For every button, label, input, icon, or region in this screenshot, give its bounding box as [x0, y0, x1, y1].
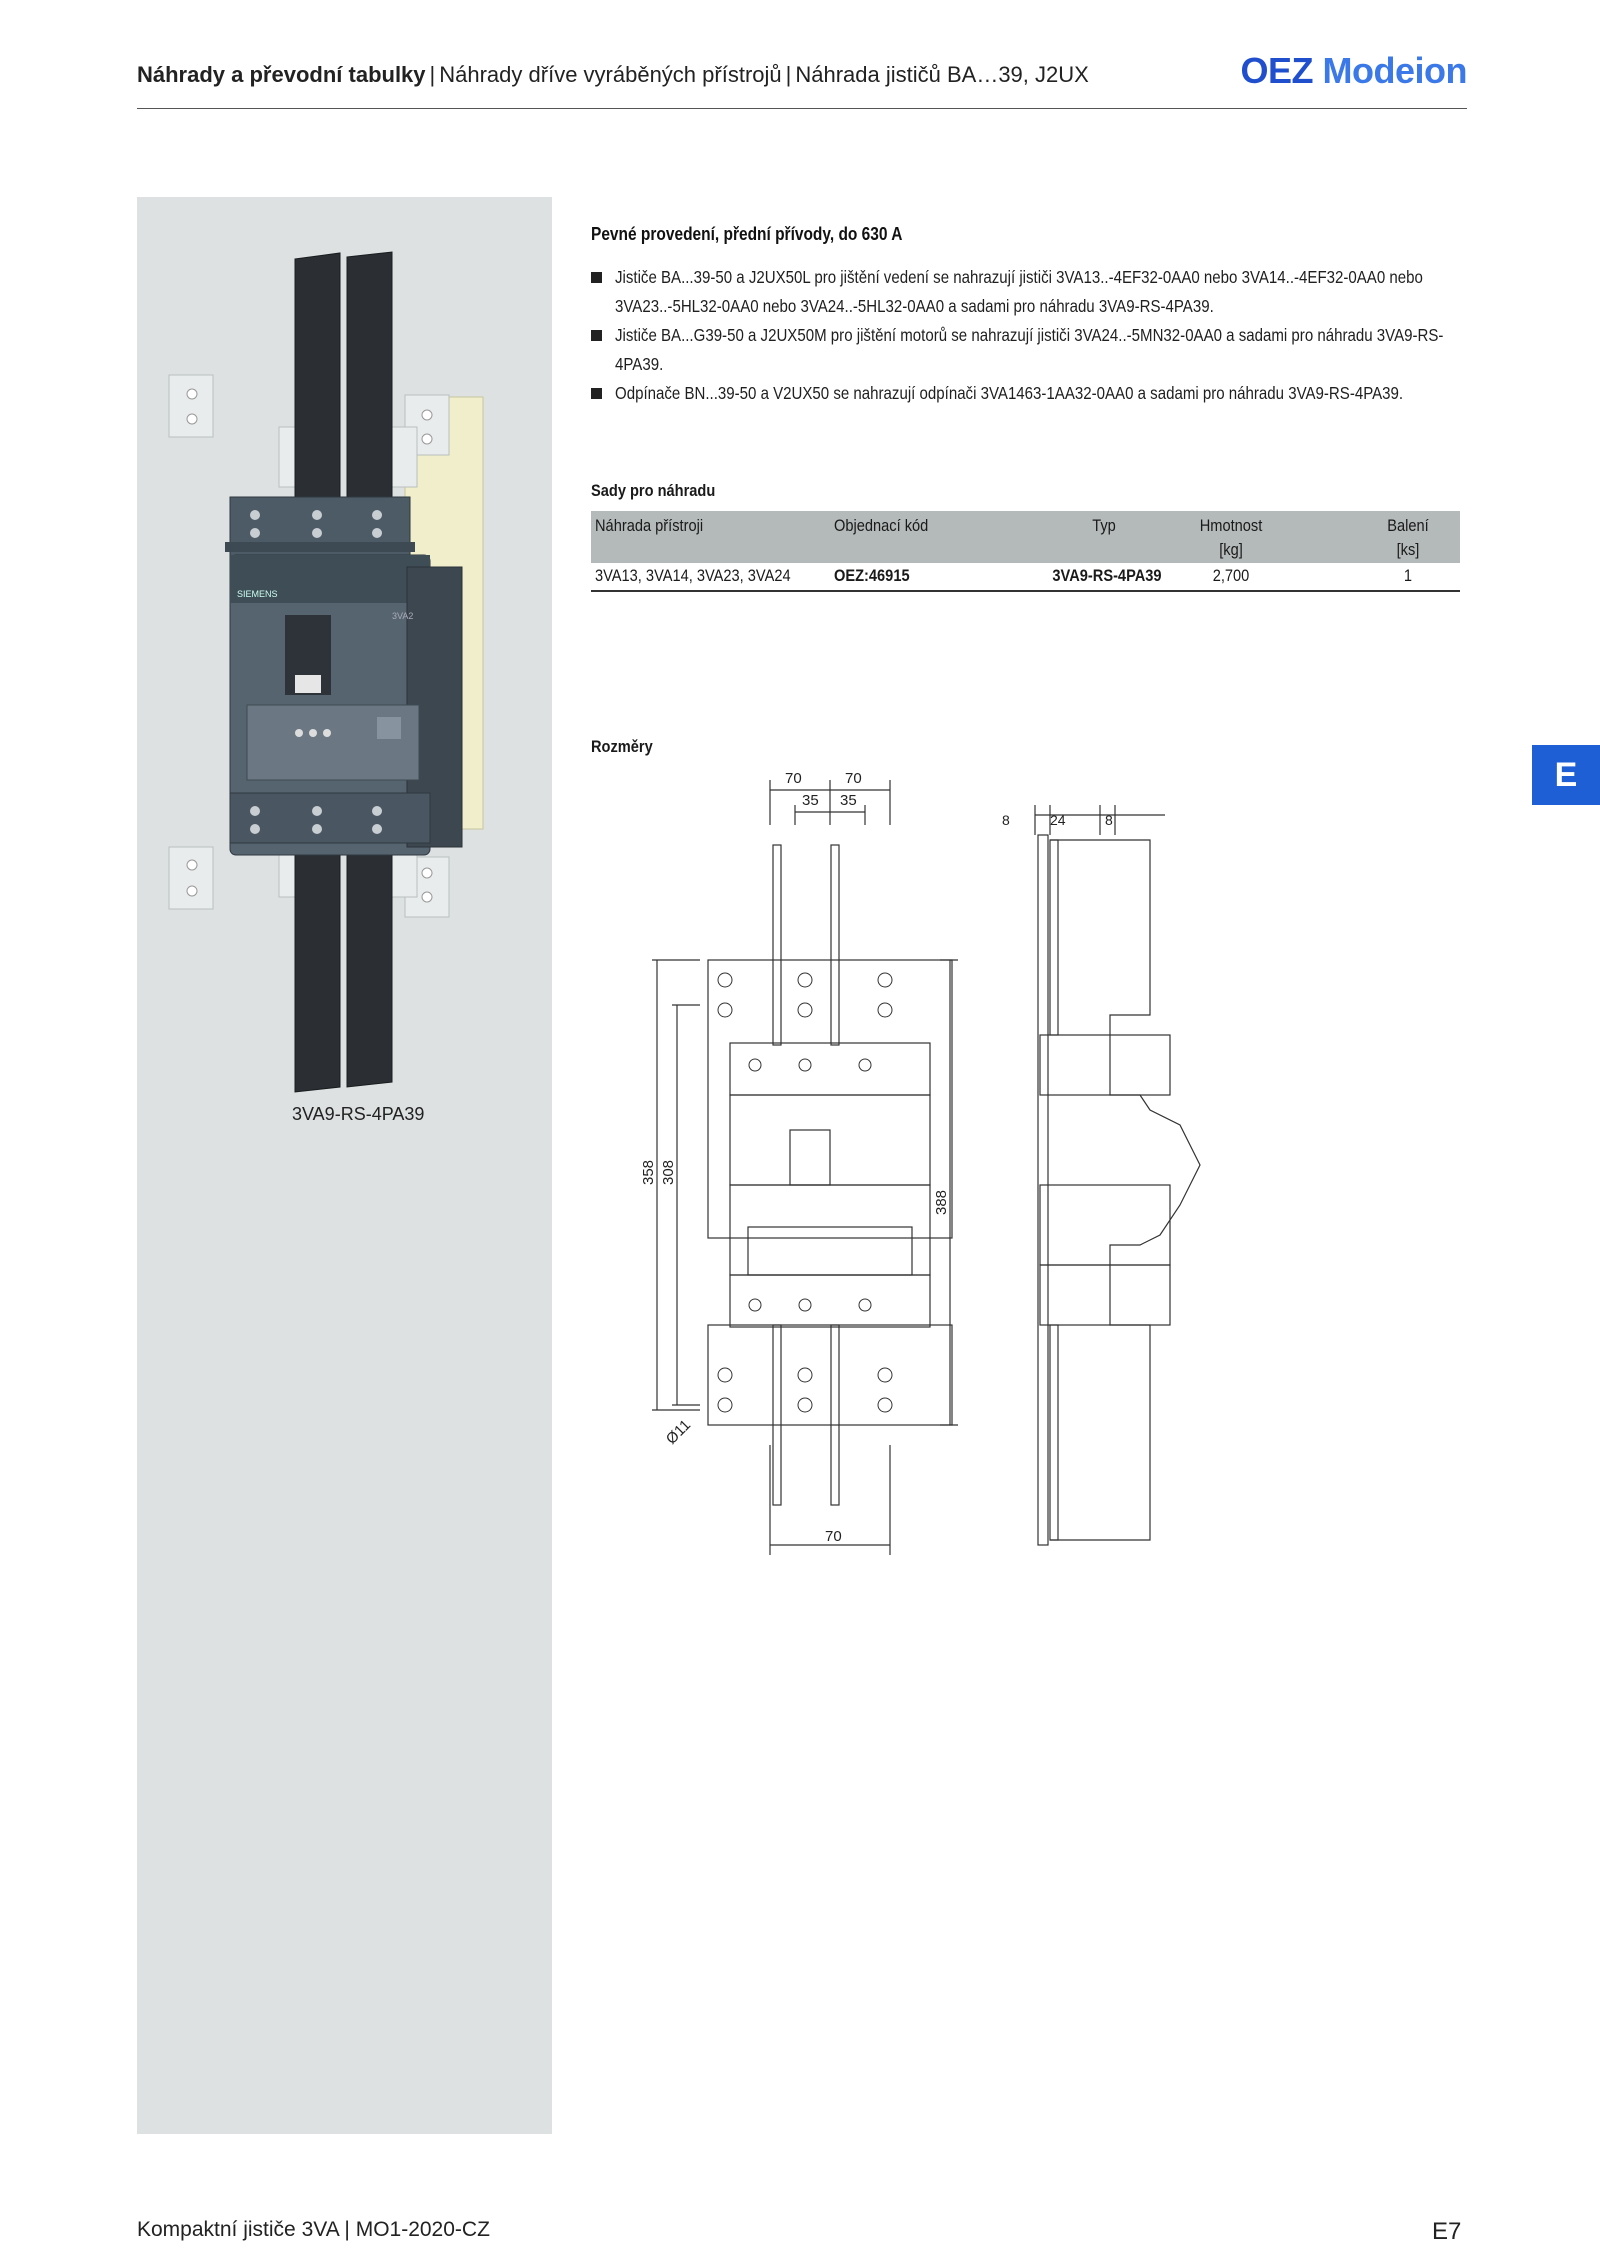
footer-publication: Kompaktní jističe 3VA | MO1-2020-CZ [137, 2218, 490, 2241]
dim-height-358: 358 [640, 1159, 657, 1185]
page-header [137, 50, 1467, 109]
table-row [591, 563, 1460, 592]
column-header: Objednací kód [834, 516, 929, 535]
bullet-square-icon [591, 330, 602, 341]
section-tab-e[interactable]: E [1532, 745, 1600, 805]
column-header: Hmotnost [kg] [1199, 516, 1263, 559]
table-heading: Sady pro náhradu [591, 481, 716, 500]
page-number: E7 [1432, 2218, 1462, 2245]
header-title-subsection: Náhrady dříve vyráběných přístrojů [439, 62, 782, 87]
column-header: Typ [1092, 516, 1116, 535]
dimension-drawing [640, 765, 1220, 1565]
column-header: Balení [ks] [1387, 516, 1429, 559]
product-image-panel [137, 197, 552, 2134]
dim-height-308: 308 [660, 1159, 677, 1185]
table-cell: 3VA9-RS-4PA39 [1052, 566, 1162, 585]
replacement-kits-table [591, 511, 1460, 592]
dim-side-8-left: 8 [1002, 812, 1010, 828]
dim-bottom-70: 70 [825, 1528, 842, 1545]
section-heading: Pevné provedení, přední přívody, do 630 A [591, 224, 903, 244]
table-cell: 3VA13, 3VA14, 3VA23, 3VA24 [595, 566, 791, 585]
bullet-list [591, 263, 1461, 408]
breaker-brand-label: SIEMENS [237, 589, 278, 599]
oez-modeion-logo: OEZ Modeion [1240, 50, 1467, 91]
table-cell: 1 [1403, 566, 1413, 585]
bullet-square-icon [591, 272, 602, 283]
breaker-model-label: 3VA2 [392, 611, 414, 621]
dim-top-left-35: 35 [802, 792, 819, 809]
dim-side-8-right: 8 [1105, 812, 1113, 828]
dim-hole-diameter: Ø11 [662, 1416, 695, 1448]
dim-side-24: 24 [1050, 812, 1066, 828]
header-title-section: Náhrady a převodní tabulky [137, 62, 426, 87]
table-header-row [591, 511, 1460, 563]
list-item: Odpínače BN...39-50 a V2UX50 se nahrazují odpínači 3VA1463-1AA32-0AA0 a sadami pro náhradu 3VA9-RS-4PA39. [591, 379, 1461, 408]
dim-top-right-35: 35 [840, 792, 857, 809]
table-cell: 2,700 [1212, 566, 1250, 585]
dimensions-heading: Rozměry [591, 737, 653, 756]
dim-height-388: 388 [933, 1189, 950, 1215]
list-item: Jističe BA...39-50 a J2UX50L pro jištění vedení se nahrazují jističi 3VA13..-4EF32-0AA0 nebo 3VA14..-4EF32-0AA0 nebo 3VA23..-5HL32-0AA0 nebo 3VA24..-5HL32-0AA0 a sadami pro náhradu 3VA9-RS-4PA39. [591, 263, 1461, 321]
product-caption: 3VA9-RS-4PA39 [292, 1104, 425, 1124]
table-cell: OEZ:46915 [834, 566, 910, 585]
header-title: Náhrady a převodní tabulky | Náhrady dříve vyráběných přístrojů | Náhrada jističů BA…39, J2UX [137, 62, 1089, 87]
header-title-topic: Náhrada jističů BA…39, J2UX [795, 62, 1089, 87]
dim-top-left-70: 70 [785, 770, 802, 787]
dim-top-right-70: 70 [845, 770, 862, 787]
list-item: Jističe BA...G39-50 a J2UX50M pro jištění motorů se nahrazují jističi 3VA24..-5MN32-0AA0 a sadami pro náhradu 3VA9-RS-4PA39. [591, 321, 1461, 379]
bullet-square-icon [591, 388, 602, 399]
main-content [591, 224, 1461, 408]
product-image [137, 197, 552, 2134]
column-header: Náhrada přístroji [595, 516, 704, 535]
